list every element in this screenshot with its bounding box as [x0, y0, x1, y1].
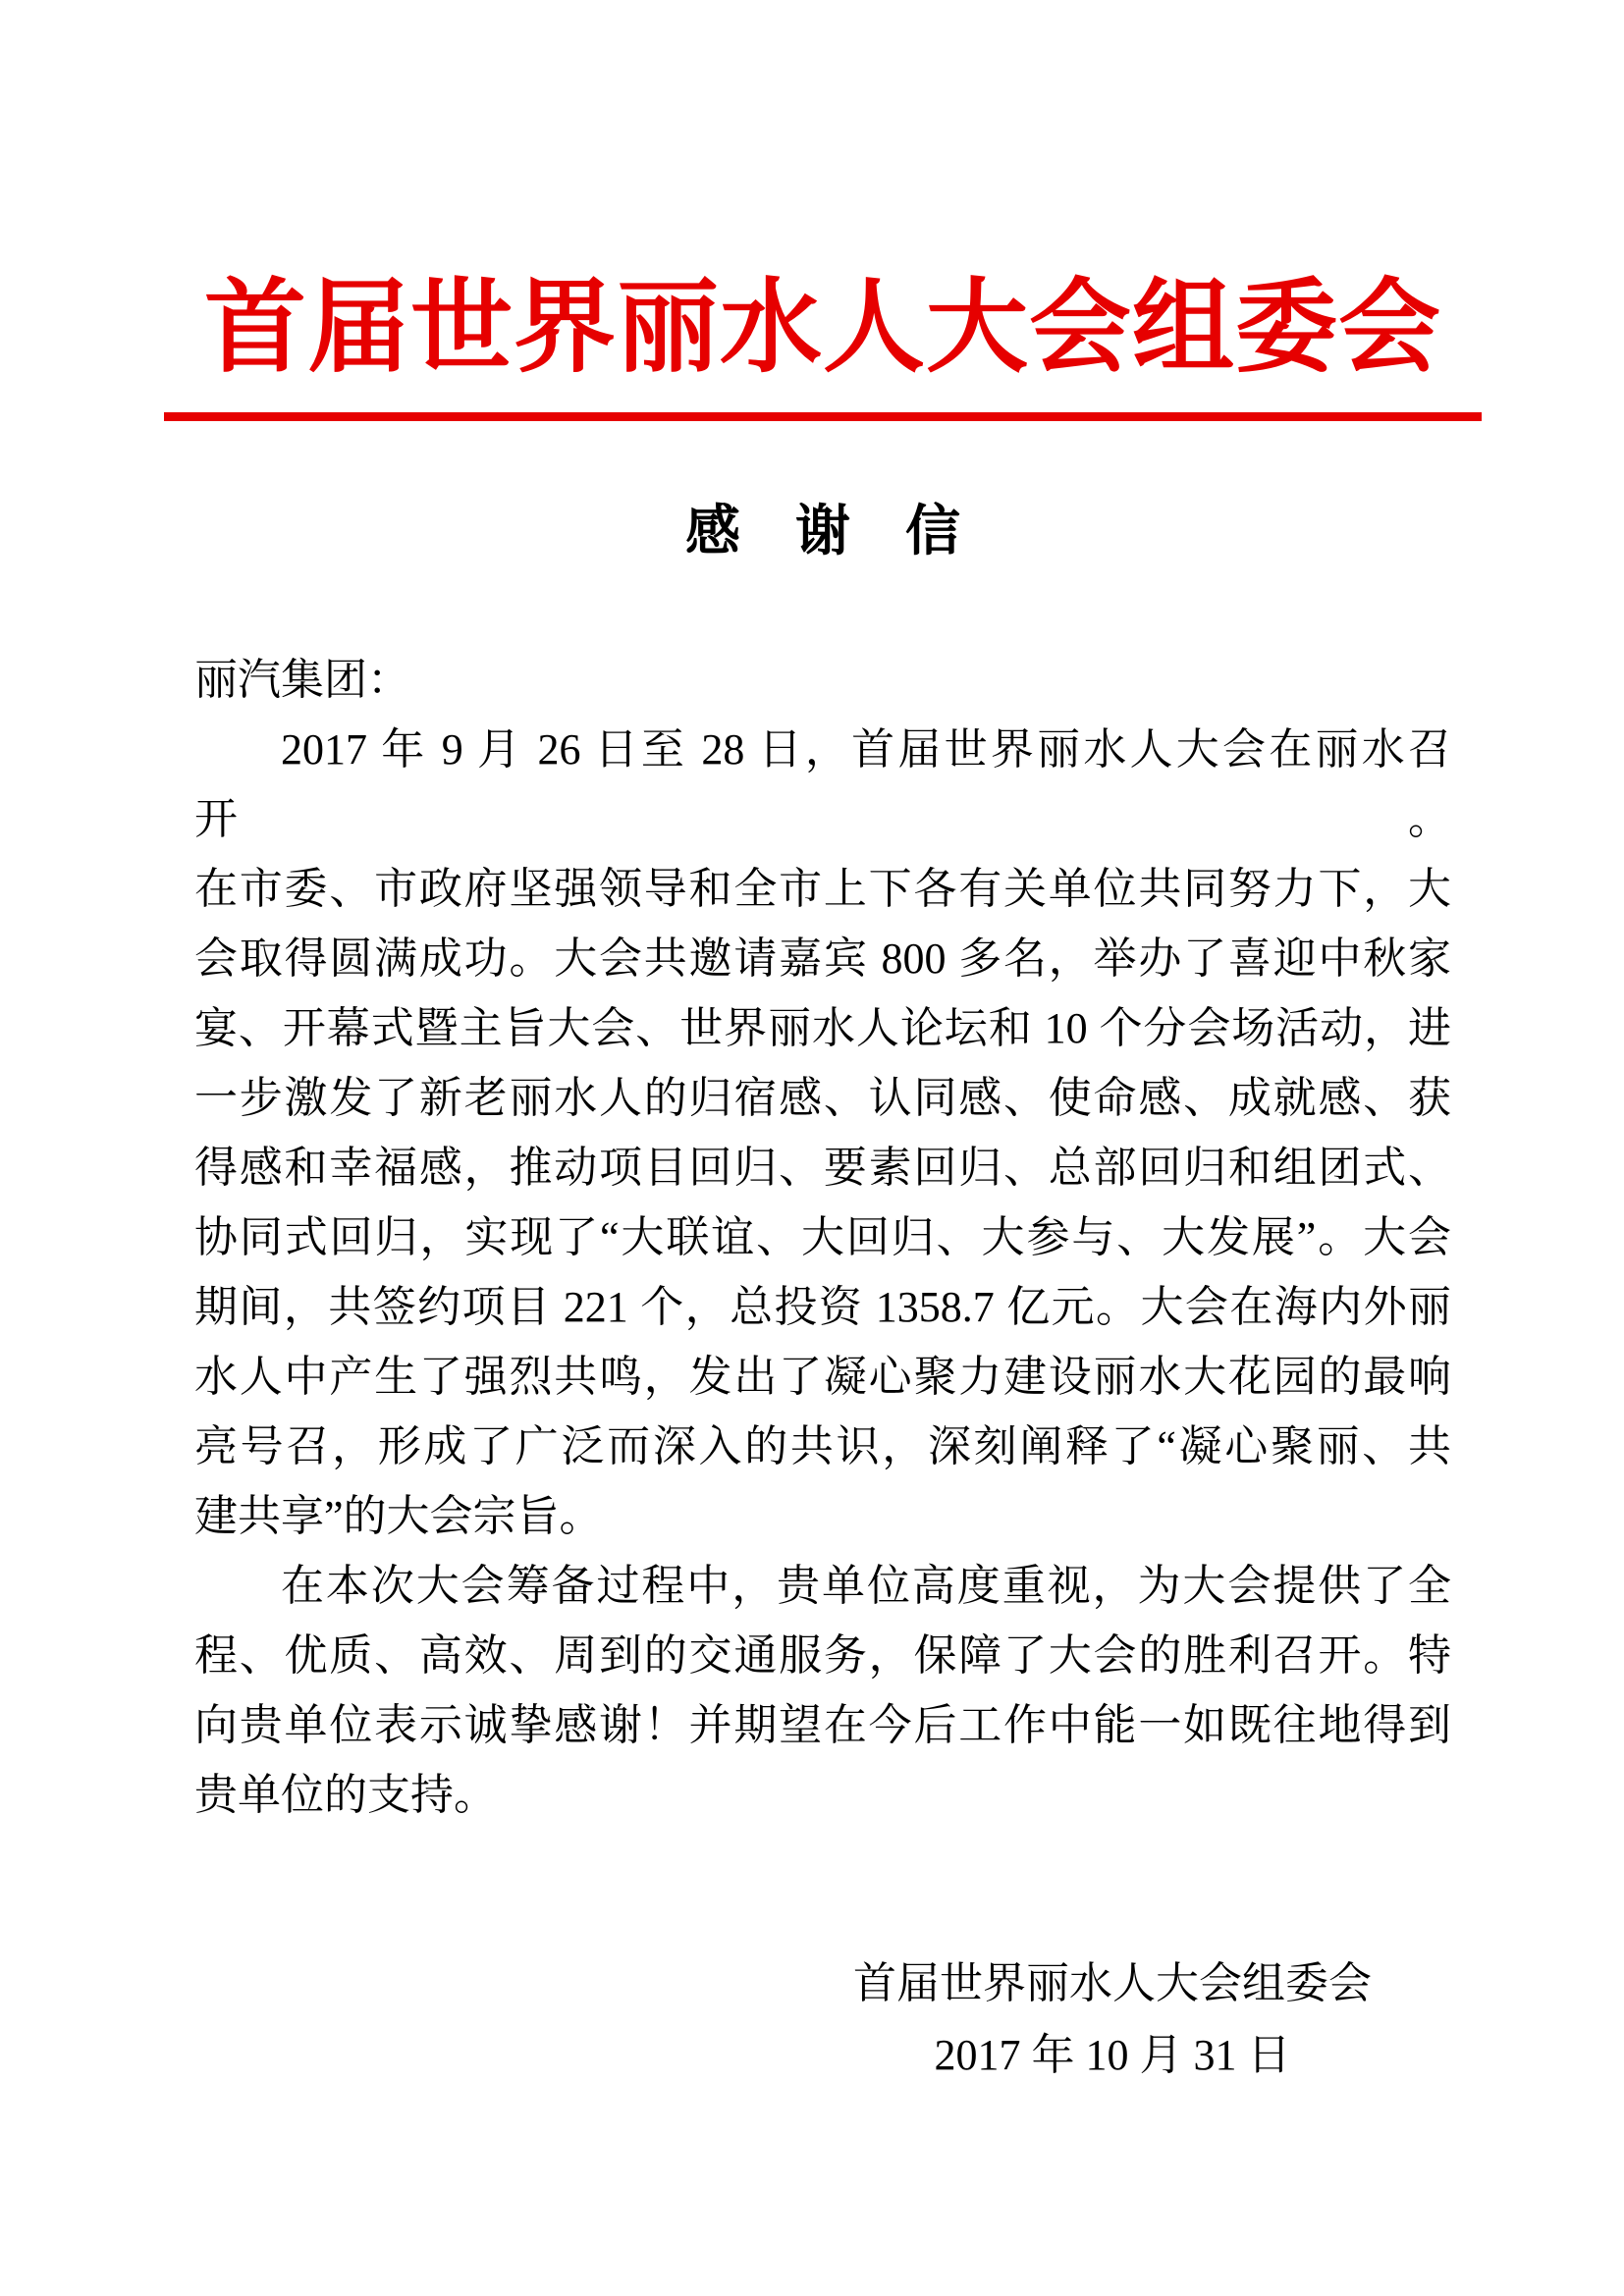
body-line: 在市委、市政府坚强领导和全市上下各有关单位共同努力下，大	[194, 865, 1451, 913]
paragraphs	[194, 715, 1451, 1830]
body-line: 向贵单位表示诚挚感谢！并期望在今后工作中能一如既往地得到	[194, 1701, 1451, 1749]
body-line: 在本次大会筹备过程中，贵单位高度重视，为大会提供了全	[281, 1562, 1451, 1610]
body-line: 贵单位的支持。	[194, 1771, 497, 1819]
paragraph	[194, 715, 1451, 1551]
letter-body	[194, 645, 1451, 1830]
body-line: 期间，共签约项目 221 个，总投资 1358.7 亿元。大会在海内外丽	[194, 1283, 1451, 1331]
body-line: 2017 年 9 月 26 日至 28 日，首届世界丽水人大会在丽水召开。	[194, 725, 1451, 843]
body-line: 程、优质、高效、周到的交通服务，保障了大会的胜利召开。特	[194, 1631, 1451, 1680]
letterhead-rule	[164, 412, 1482, 421]
signature-org: 首届世界丽水人大会组委会	[853, 1959, 1372, 2007]
body-line: 得感和幸福感，推动项目回归、要素回归、总部回归和组团式、	[194, 1144, 1451, 1192]
salutation: 丽汽集团：	[194, 656, 410, 704]
paragraph	[194, 1551, 1451, 1830]
letter-subject: 感 谢 信	[685, 502, 960, 562]
body-line: 亮号召，形成了广泛而深入的共识，深刻阐释了“凝心聚丽、共	[194, 1422, 1451, 1470]
body-line: 会取得圆满成功。大会共邀请嘉宾 800 多名，举办了喜迎中秋家	[194, 934, 1451, 983]
signature-date: 2017 年 10 月 31 日	[934, 2031, 1291, 2079]
body-line: 一步激发了新老丽水人的归宿感、认同感、使命感、成就感、获	[194, 1074, 1451, 1122]
body-line: 水人中产生了强烈共鸣，发出了凝心聚力建设丽水大花园的最响	[194, 1353, 1451, 1401]
letterhead	[164, 265, 1482, 421]
letterhead-title: 首届世界丽水人大会组委会	[203, 272, 1441, 385]
body-line: 建共享”的大会宗旨。	[194, 1492, 603, 1540]
body-line: 宴、开幕式暨主旨大会、世界丽水人论坛和 10 个分会场活动，进	[194, 1004, 1451, 1052]
body-line: 协同式回归，实现了“大联谊、大回归、大参与、大发展”。大会	[194, 1213, 1451, 1261]
signature-block	[853, 1948, 1372, 2091]
